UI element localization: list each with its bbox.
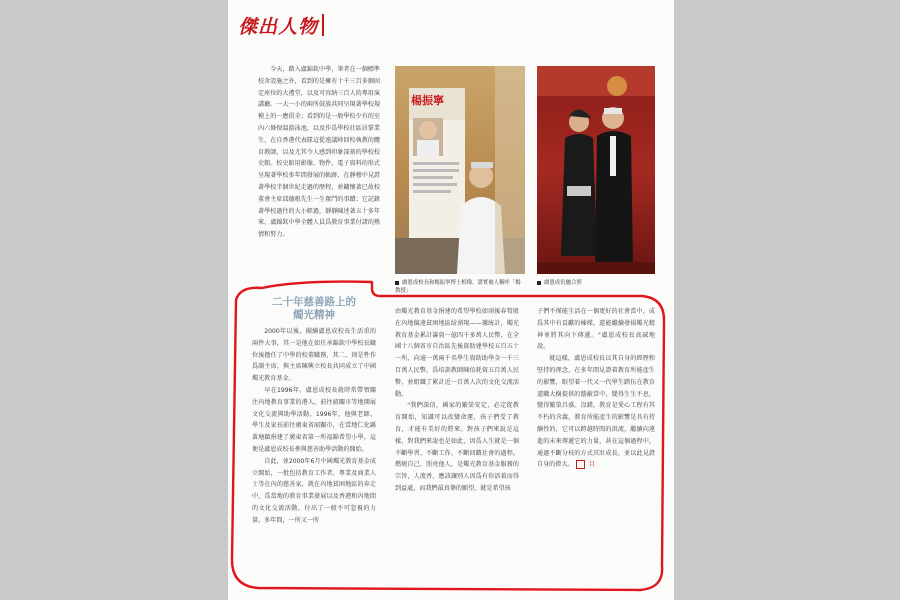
caption-text-1: 盧恩成校長和楊振寧博士相像，證實被人稱呼「楊教授」 [395,280,521,294]
col2-paragraph-1: 由燭光教育基金捐建的希望學校如雨後春筍般在內地偏遠貧困地區紛湧現——據統計，燭光教育基金累計籌資一億四千多萬人民幣，在全國十八個省市自治區先後資助建學校五百五十一所，向逾一萬兩千名學生資助助學金一千三百萬人民幣，爲培訓教師陳佰耗資五百萬人民幣，並組織了累計近一百萬人次的文化交流活動。 [395,308,519,398]
body-column-2 [395,306,519,495]
end-mark-icon: 目 [576,460,585,469]
section-heading-line-2: 燭光精神 [293,309,335,321]
caption-text-2: 盧恩成伉儷合照 [544,280,582,286]
photo-illustration-2 [537,66,655,274]
masthead [238,10,329,40]
col1-paragraph-1: 2000年以後，團續盧恩成校長生活重的兩件大事，其一是他在如任承錦欽中學校長職位後擔任了中學的校董職務，其二，則是牲作爲副主席，與主席陳興立校長共同成立了中國燭光教育基金。 [252,328,376,383]
col3-paragraph-2 [537,353,655,471]
photo-principal-with-poster [395,66,525,274]
photo-caption-1 [395,279,525,295]
col1-paragraph-2: 早在1996年，盧恩成校長就時常帶領關注內地教育事業的港人，前往韶關市等地開展文化交流與助學活動。1996年，他與老師、學生及家長前往廣東省韶關市，在當地仁化縣黃塘鎮捐建了廣東省第一所福錦希望小學，這便是盧恩成校長參與慈善助學活動的開始。 [252,386,376,453]
section-heading [250,296,378,322]
poster-banner-text: 楊振寧 [411,94,444,107]
section-heading-line-1: 二十年慈善路上的 [272,296,356,308]
caption-bullet-icon [537,281,541,285]
body-column-3 [537,306,655,471]
masthead-decoration [322,14,329,36]
col2-paragraph-2: "我們深信，國家的繁榮安定，必定從教育開始，知識可以改變命運，孩子們受了教育，才能有美好的將來。對孩子們來說是這樣，對我們來說也是如此，因爲人生就是一個不斷學習、不斷工作、不斷回饋社會的過程。燃燒自己，照亮他人，是燭光教育基金服務的宗旨，人流香，應該讓別人因爲有你活着而得到益處，而我們最真摯的願望，就是希望孩 [395,402,519,492]
caption-bullet-icon [395,281,399,285]
photo-couple [537,66,655,274]
col3-paragraph-2-text: 就這樣，盧恩成校長以其自身的經歷和堅持的理念，在多年間見證着教育所能產生的影響，眼望着一代又一代學生踏伍在教育道職大樹提供的蔭蔽當中，變得生生不息，變得繁榮昌盛。沒錯，教育是愛心工程有其不朽的含義，教育所能產生的影響是具有持續性的，它可以跨越時間的洪流，繼續向遠進的未來傳遞它的力量，甚在這個過程中，通過不斷分枝的方式茁壯成長，並以此見證自身的偉大。 [537,355,655,469]
intro-column [258,64,380,241]
body-column-1 [252,326,376,527]
col1-paragraph-3: 自此，並2000年6月中國燭光教育基金成立開始，一批包括教育工作者、專業及商業人士等在內的慈善家，就在內地貧困地區的奔走中，爲當地的教育事業發展以及香港和內地間的文化交流活動，付出了一般不可忽視的力量。多年間，一所又一所 [252,457,376,524]
masthead-title: 傑出人物 [238,15,319,38]
magazine-page [228,0,674,600]
photo-caption-2 [537,279,655,287]
col3-paragraph-1: 子們不僅能生活在一個更好的社會當中，成爲其中有貢獻的棟樑，還能繼續發揚燭光精神並將其向下傳遞。"盧恩成校長真誠地說。 [537,308,655,351]
intro-paragraph: 今天，踏入盧錦欽中學，筆者在一個標準校舍設施之外，看到的是擁有十千三百多個固定座位的大禮堂，以及可容納三百人的專用演講廳。一大一小的兩所鼓族共同呈現著學校規模上的一應俱全；看到的是一般學校少有的室內六條保溫游泳池，以及作爲學校社區居掌業生，在自香港代表隊這從遠議陣回校執教的體育教師，以及尤其令人感到印象深刻的學校校史館。校史館用影像、物件、電子資料的形式呈現著學校多年間發展的軌跡，在靜穆中見證著學校半個世紀走過的歷程，並鏞懷著已故校董會主席邱德根先生一生奮鬥的事蹟；它記錄著學校過往的大小經過，靜靜陳述著五十多年來，盧錦欽中學全體人員爲教育事業付諸的熱情和努力。 [258,66,380,239]
